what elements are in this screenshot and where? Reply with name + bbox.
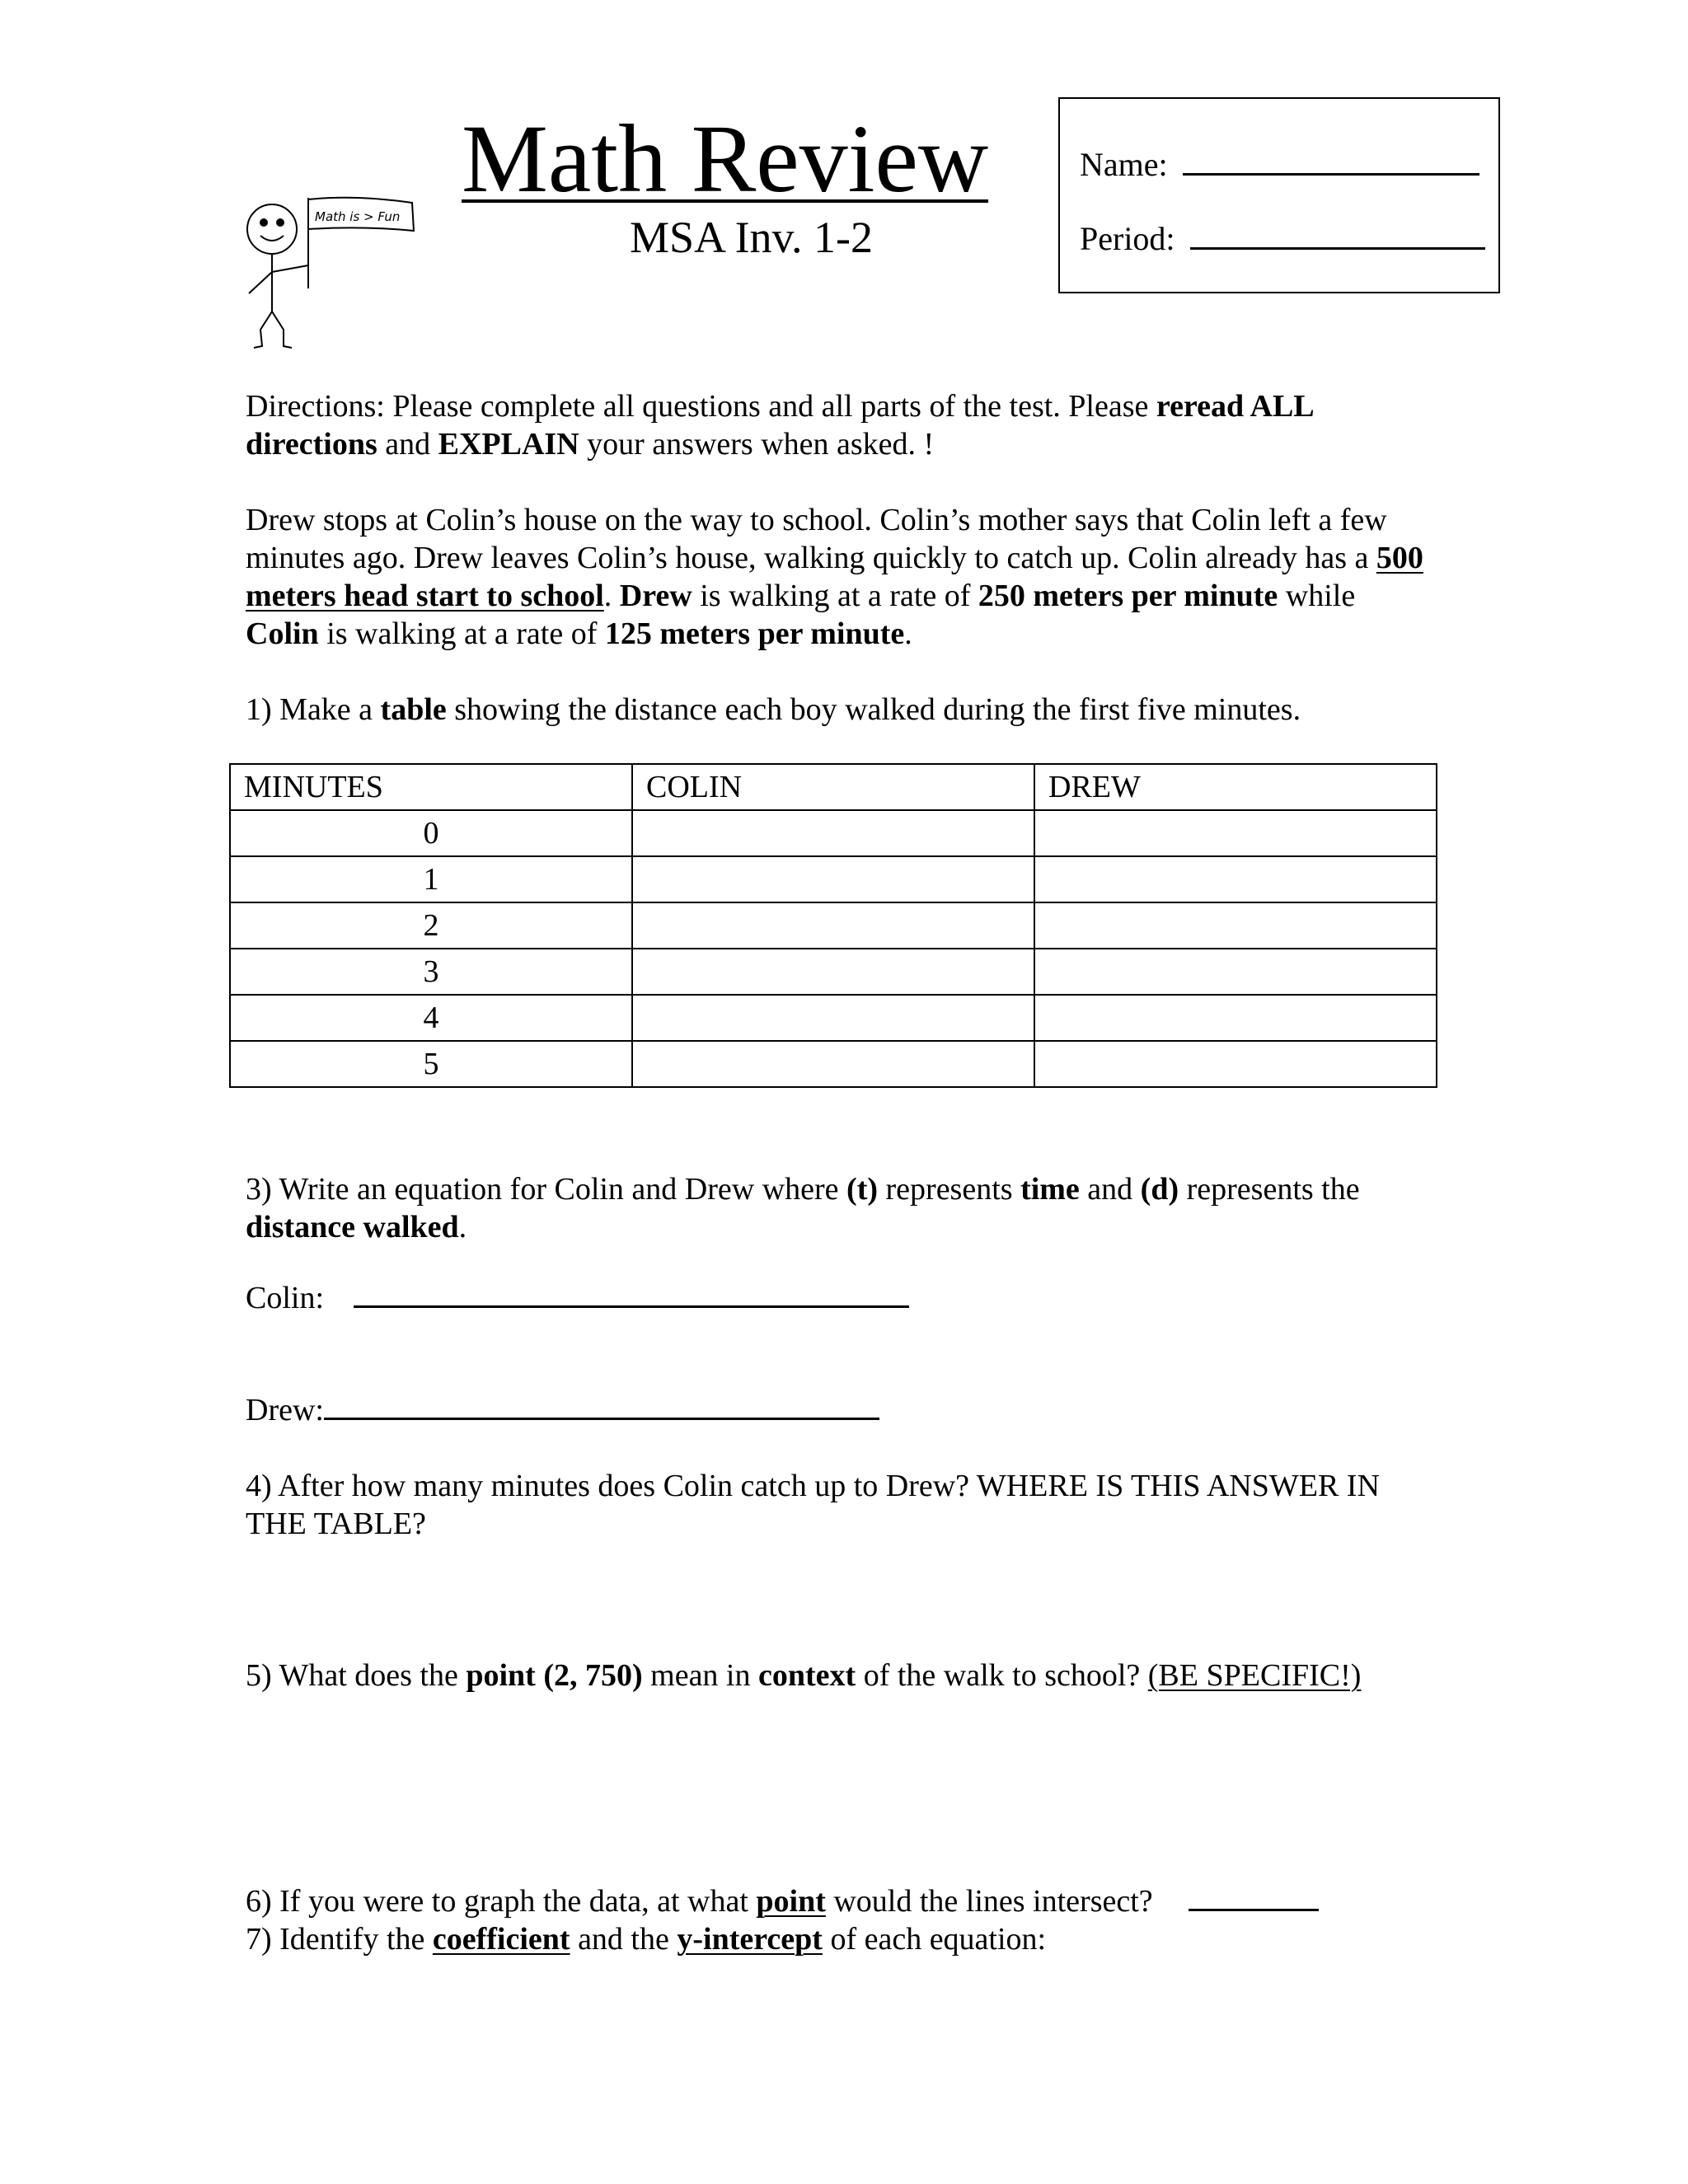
colin-cell[interactable] [632, 810, 1034, 856]
question-7-bold: y-intercept [677, 1922, 823, 1957]
directions-bold-explain: EXPLAIN [438, 427, 579, 462]
period-row [1080, 221, 1485, 257]
story-colin-rate: 125 meters per minute [604, 616, 905, 651]
question-7-text: 7) Identify the [246, 1922, 433, 1957]
table-row [230, 856, 1437, 902]
story-paragraph [246, 501, 1432, 653]
header-colin: COLIN [632, 764, 1034, 810]
minutes-cell: 5 [230, 1041, 632, 1087]
question-6-text: 6) If you were to graph the data, at what [246, 1884, 757, 1919]
drew-cell[interactable] [1034, 1041, 1437, 1087]
directions-bold-reread: reread ALL directions [246, 389, 1313, 462]
question-7-text: and the [570, 1922, 678, 1957]
directions-text: your answers when asked. ! [579, 427, 935, 462]
directions-text: and [377, 427, 438, 462]
question-6-answer-field[interactable] [1189, 1884, 1319, 1911]
story-text: is walking at a rate of [692, 579, 978, 613]
question-4: 4) After how many minutes does Colin catch up to Drew? WHERE IS THIS ANSWER IN THE TABLE? [246, 1469, 1380, 1541]
story-text: is walking at a rate of [318, 616, 605, 651]
colin-cell[interactable] [632, 856, 1034, 902]
question-1-text: 1) Make a [246, 692, 381, 727]
question-7 [246, 1920, 1432, 1958]
colin-cell[interactable] [632, 949, 1034, 995]
minutes-cell: 4 [230, 995, 632, 1041]
question-3-text: 3) Write an equation for Colin and Drew where [246, 1172, 847, 1207]
page-subtitle: MSA Inv. 1-2 [630, 213, 874, 262]
colin-cell[interactable] [632, 995, 1034, 1041]
name-period-box [1058, 97, 1500, 293]
story-headstart: 500 meters head start to school [246, 541, 1423, 613]
question-3-bold: time [1020, 1172, 1080, 1207]
question-5-bold: context [758, 1658, 856, 1693]
story-text: . [603, 579, 620, 613]
question-3-bold: (t) [846, 1172, 879, 1207]
story-colin: Colin [246, 616, 319, 651]
drew-cell[interactable] [1034, 902, 1437, 949]
stick-figure-mascot-icon [239, 190, 429, 354]
colin-cell[interactable] [632, 902, 1034, 949]
story-text: while [1278, 579, 1356, 613]
table-row [230, 902, 1437, 949]
colin-cell[interactable] [632, 1041, 1034, 1087]
drew-cell[interactable] [1034, 995, 1437, 1041]
question-3-text: represents [878, 1172, 1021, 1207]
question-5-emphasis: (BE SPECIFIC!) [1147, 1658, 1362, 1693]
header-minutes: MINUTES [230, 764, 632, 810]
question-5 [246, 1657, 1432, 1694]
question-3-text: represents the [1179, 1172, 1360, 1207]
header-drew: DREW [1034, 764, 1437, 810]
question-7-bold: coefficient [432, 1922, 570, 1957]
drew-equation-row [246, 1391, 1432, 1429]
question-3-text: . [458, 1210, 467, 1244]
question-6 [246, 1882, 1432, 1920]
drew-equation-label: Drew: [246, 1393, 324, 1427]
table-row [230, 1041, 1437, 1087]
colin-equation-label: Colin: [246, 1281, 325, 1315]
flag-text: Math is > Fun [315, 209, 401, 224]
name-row [1080, 147, 1479, 183]
question-6-text: would the lines intersect? [825, 1884, 1153, 1919]
table-row [230, 995, 1437, 1041]
question-1 [246, 691, 1432, 729]
table-row [230, 810, 1437, 856]
drew-cell[interactable] [1034, 810, 1437, 856]
period-label: Period: [1080, 220, 1175, 257]
question-5-text: of the walk to school? [856, 1658, 1148, 1693]
period-field[interactable] [1190, 223, 1485, 250]
distance-table [229, 763, 1437, 1088]
drew-cell[interactable] [1034, 949, 1437, 995]
table-row [230, 949, 1437, 995]
story-drew-rate: 250 meters per minute [978, 579, 1278, 613]
story-text: Drew stops at Colin’s house on the way to school. Colin’s mother says that Colin left a few minutes ago. Drew leaves Colin’s house, walking quickly to catch up. Colin already has a [246, 503, 1387, 575]
question-5-text: 5) What does the [246, 1658, 467, 1693]
drew-cell[interactable] [1034, 856, 1437, 902]
name-label: Name: [1080, 146, 1168, 183]
question-3-bold: distance walked [246, 1210, 459, 1244]
minutes-cell: 3 [230, 949, 632, 995]
minutes-cell: 2 [230, 902, 632, 949]
question-3-text: and [1079, 1172, 1141, 1207]
page-title: Math Review [462, 105, 989, 213]
directions-text: Directions: Please complete all questions and all parts of the test. Please [246, 389, 1156, 424]
question-5-text: mean in [642, 1658, 758, 1693]
directions-paragraph [246, 387, 1432, 463]
question-1-text: showing the distance each boy walked during the first five minutes. [446, 692, 1301, 727]
colin-equation-field[interactable] [354, 1281, 909, 1308]
question-3 [246, 1170, 1432, 1246]
name-field[interactable] [1183, 148, 1479, 176]
story-drew: Drew [619, 579, 692, 613]
table-header-row [230, 764, 1437, 810]
minutes-cell: 1 [230, 856, 632, 902]
question-1-bold: table [380, 692, 447, 727]
question-7-text: of each equation: [822, 1922, 1047, 1957]
drew-equation-field[interactable] [324, 1393, 879, 1420]
question-3-bold: (d) [1140, 1172, 1179, 1207]
question-5-bold: point (2, 750) [466, 1658, 643, 1693]
colin-equation-row [246, 1279, 1432, 1317]
minutes-cell: 0 [230, 810, 632, 856]
question-6-bold: point [756, 1884, 826, 1919]
story-text: . [904, 616, 912, 651]
